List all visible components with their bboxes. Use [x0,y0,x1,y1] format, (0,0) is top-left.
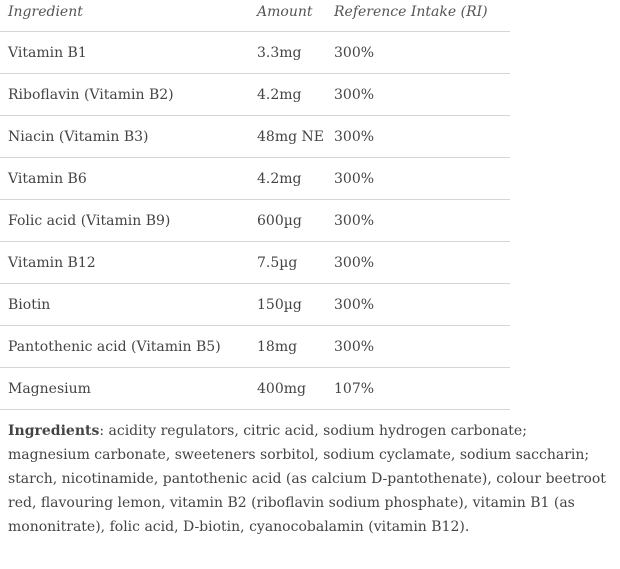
ingredient-cell: Folic acid (Vitamin B9) [0,200,256,242]
table-row [0,284,510,326]
amount-cell: 4.2mg [256,158,333,200]
amount-cell: 150µg [256,284,333,326]
ri-cell: 300% [333,158,510,200]
ingredients-label: Ingredients [8,423,100,439]
amount-cell: 400mg [256,368,333,410]
ingredient-cell: Magnesium [0,368,256,410]
ingredient-cell: Pantothenic acid (Vitamin B5) [0,326,256,368]
table-row [0,74,510,116]
amount-cell: 3.3mg [256,32,333,74]
header-amount: Amount [256,0,333,32]
table-header-row [0,0,510,32]
ri-cell: 300% [333,326,510,368]
amount-cell: 4.2mg [256,74,333,116]
ingredient-cell: Vitamin B6 [0,158,256,200]
ri-cell: 300% [333,116,510,158]
ri-cell: 300% [333,74,510,116]
header-ingredient: Ingredient [0,0,256,32]
table-row [0,368,510,410]
ingredient-cell: Riboflavin (Vitamin B2) [0,74,256,116]
amount-cell: 18mg [256,326,333,368]
table-row [0,32,510,74]
table-row [0,242,510,284]
ingredient-cell: Niacin (Vitamin B3) [0,116,256,158]
ingredient-cell: Vitamin B12 [0,242,256,284]
table-row [0,200,510,242]
header-reference-intake: Reference Intake (RI) [333,0,510,32]
ri-cell: 300% [333,242,510,284]
ingredients-text: : acidity regulators, citric acid, sodium hydrogen carbonate; magnesium carbonate, sweeteners sorbitol, sodium cyclamate, sodium saccharin; starch, nicotinamide, pantothenic acid (as calcium D-pantothenate), colour beetroot red, flavouring lemon, vitamin B2 (riboflavin sodium phosphate), vitamin B1 (as mononitrate), folic acid, D-biotin, cyanocobalamin (vitamin B12). [8,423,606,535]
ingredients-paragraph [8,419,608,539]
table-row [0,158,510,200]
table-row [0,116,510,158]
ri-cell: 300% [333,284,510,326]
table-row [0,326,510,368]
ri-cell: 300% [333,200,510,242]
amount-cell: 48mg NE [256,116,333,158]
ri-cell: 107% [333,368,510,410]
ri-cell: 300% [333,32,510,74]
ingredient-cell: Biotin [0,284,256,326]
amount-cell: 7.5µg [256,242,333,284]
ingredient-cell: Vitamin B1 [0,32,256,74]
amount-cell: 600µg [256,200,333,242]
